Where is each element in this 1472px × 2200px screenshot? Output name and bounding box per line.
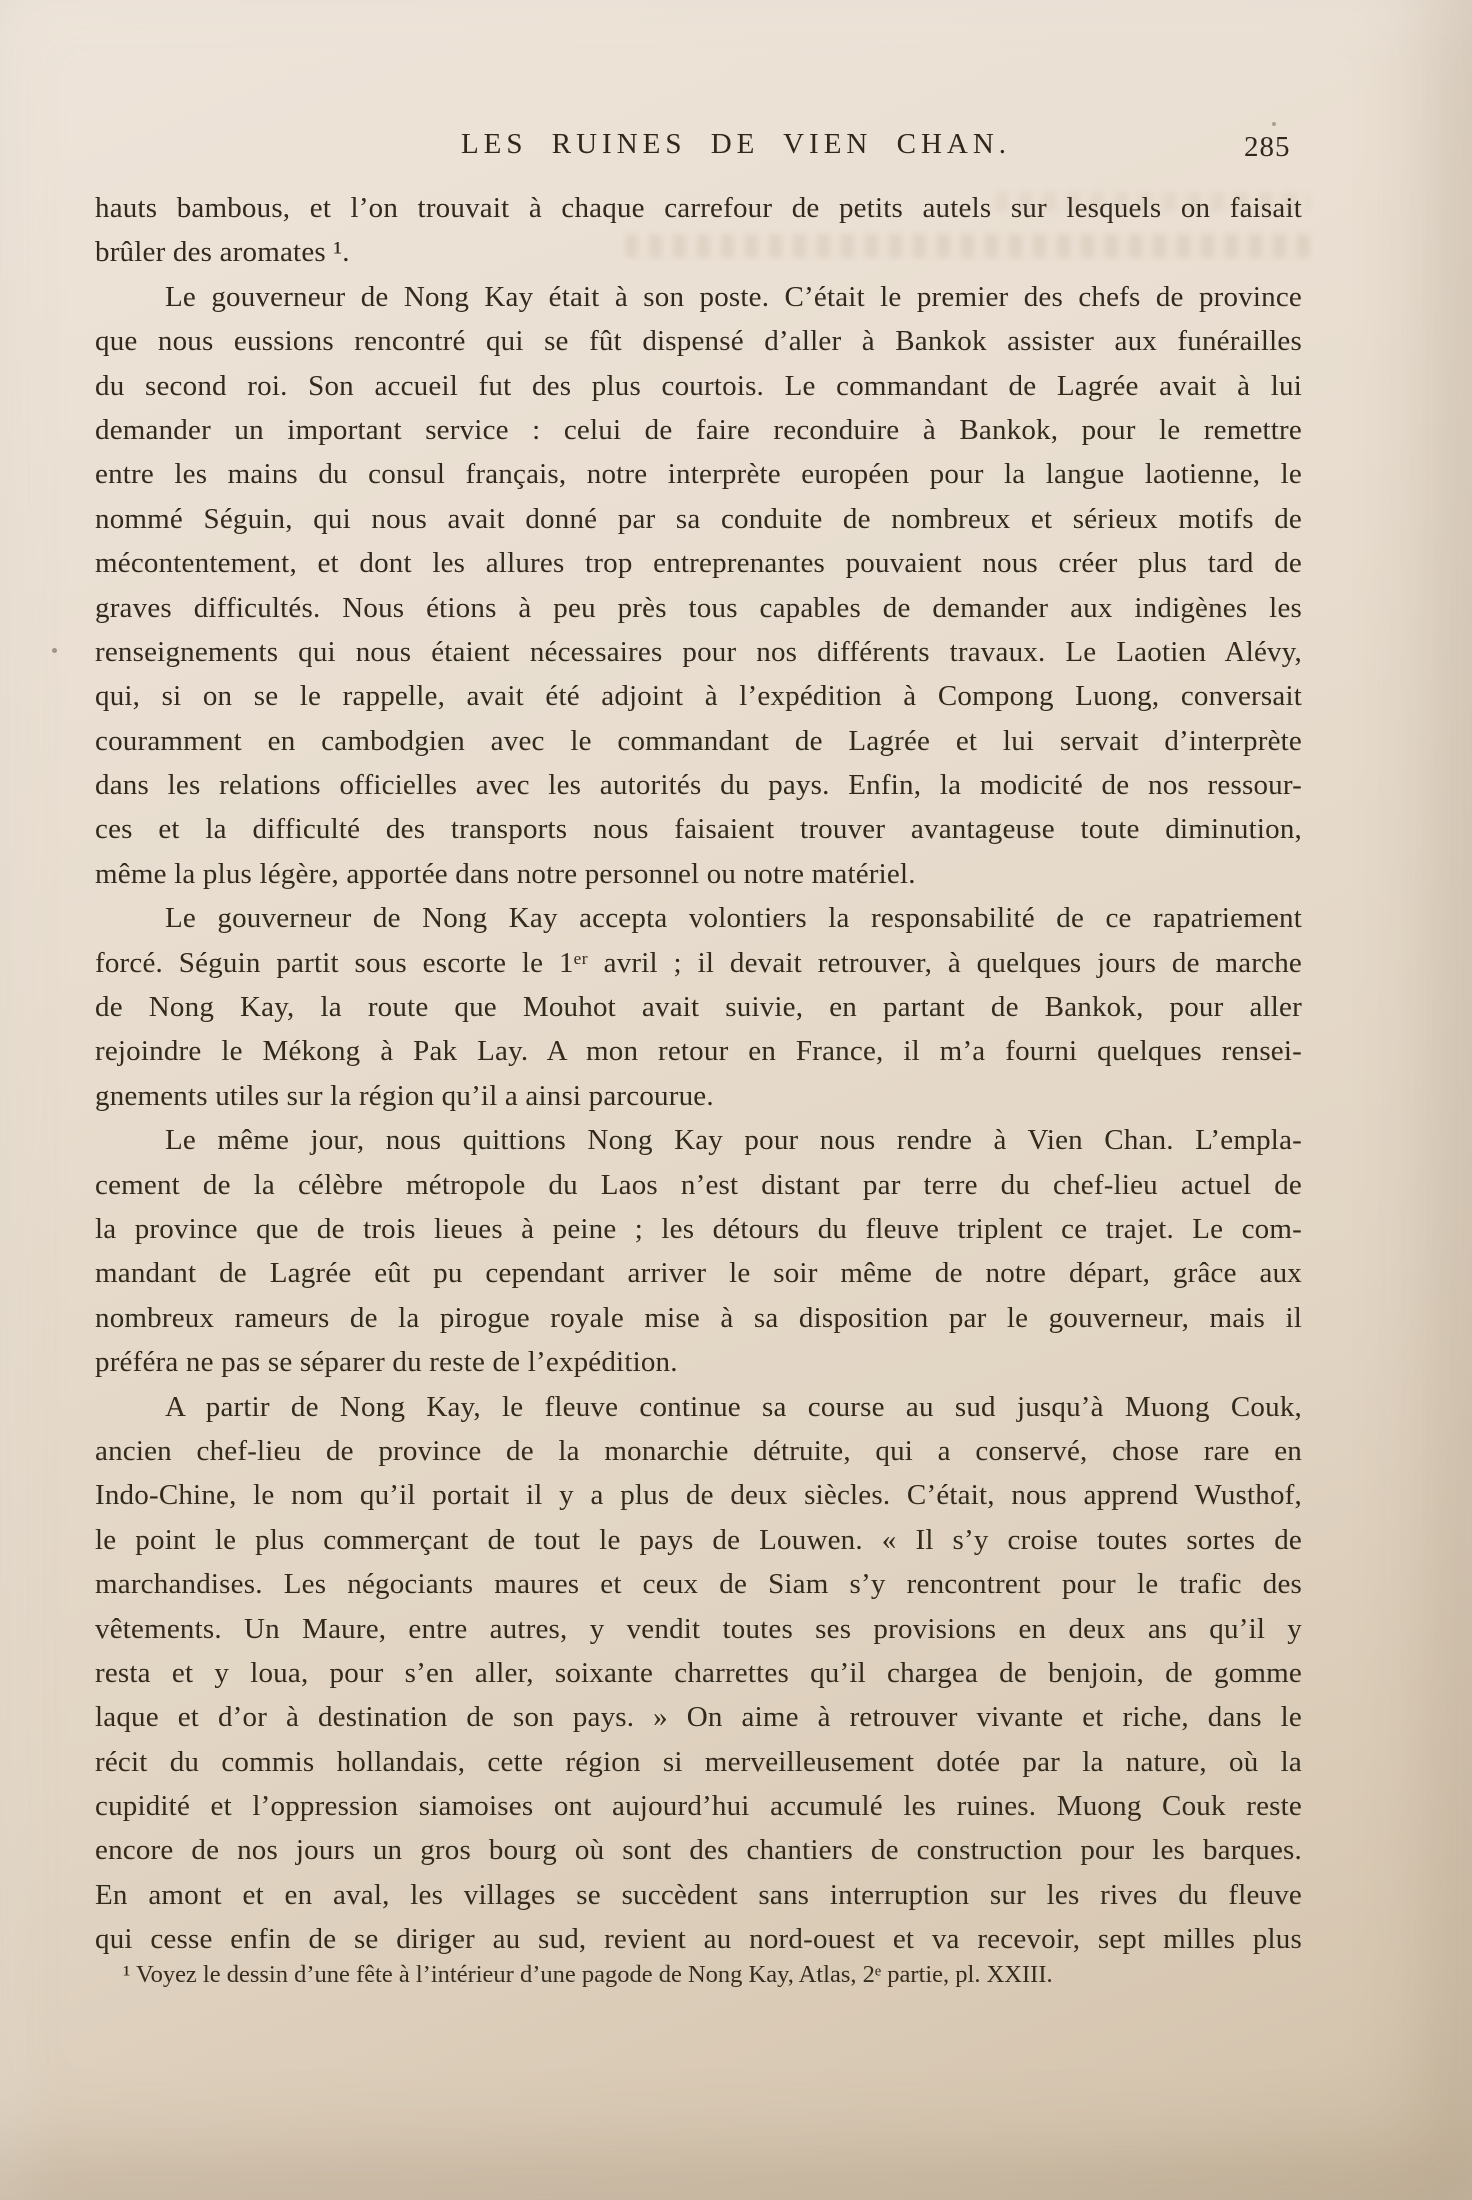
text-line: demander un important service : celui de faire reconduire à Bankok, pour le remettre	[95, 413, 1302, 446]
text-line: couramment en cambodgien avec le commandant de Lagrée et lui servait d’interprète	[95, 724, 1302, 757]
text-line: En amont et en aval, les villages se succèdent sans interruption sur les rives du fleuve	[95, 1878, 1302, 1911]
text-line: cupidité et l’oppression siamoises ont aujourd’hui accumulé les ruines. Muong Couk reste	[95, 1790, 1302, 1823]
paragraph	[95, 275, 1302, 896]
text-line: la province que de trois lieues à peine ; les détours du fleuve triplent ce trajet. Le com-	[95, 1212, 1302, 1245]
text-line: nommé Séguin, qui nous avait donné par sa conduite de nombreux et sérieux motifs de	[95, 502, 1302, 535]
text-line: Le gouverneur de Nong Kay accepta volontiers la responsabilité de ce rapatriement	[165, 902, 1302, 935]
footnote: ¹ Voyez le dessin d’une fête à l’intérieur d’une pagode de Nong Kay, Atlas, 2ᵉ partie, pl. XXIII.	[123, 1961, 1053, 1988]
text-line: laque et d’or à destination de son pays. » On aime à retrouver vivante et riche, dans le	[95, 1701, 1302, 1734]
text-line: renseignements qui nous étaient nécessaires pour nos différents travaux. Le Laotien Alévy,	[95, 635, 1302, 668]
text-line: Le gouverneur de Nong Kay était à son poste. C’était le premier des chefs de province	[165, 280, 1302, 313]
text-line: le point le plus commerçant de tout le pays de Louwen. « Il s’y croise toutes sortes de	[95, 1523, 1302, 1556]
text-line: brûler des aromates ¹.	[95, 236, 350, 269]
paper-speck	[52, 648, 57, 653]
text-line: nombreux rameurs de la pirogue royale mise à sa disposition par le gouverneur, mais il	[95, 1301, 1302, 1334]
text-line: gnements utiles sur la région qu’il a ainsi parcourue.	[95, 1079, 714, 1112]
text-line: dans les relations officielles avec les autorités du pays. Enfin, la modicité de nos ressour-	[95, 769, 1302, 802]
text-line: rejoindre le Mékong à Pak Lay. A mon retour en France, il m’a fourni quelques rensei-	[95, 1035, 1302, 1068]
paragraph	[95, 1385, 1302, 1962]
text-line: resta et y loua, pour s’en aller, soixante charrettes qu’il chargea de benjoin, de gomme	[95, 1656, 1302, 1689]
text-line: du second roi. Son accueil fut des plus courtois. Le commandant de Lagrée avait à lui	[95, 369, 1302, 402]
text-line: graves difficultés. Nous étions à peu près tous capables de demander aux indigènes les	[95, 591, 1302, 624]
text-line: récit du commis hollandais, cette région si merveilleusement dotée par la nature, où la	[95, 1745, 1302, 1778]
text-line: cement de la célèbre métropole du Laos n’est distant par terre du chef-lieu actuel de	[95, 1168, 1302, 1201]
running-head-title: LES RUINES DE VIEN CHAN.	[460, 128, 1012, 160]
text-line: encore de nos jours un gros bourg où sont des chantiers de construction pour les barques.	[95, 1834, 1302, 1867]
text-line: Indo-Chine, le nom qu’il portait il y a plus de deux siècles. C’était, nous apprend Wusthof,	[95, 1479, 1302, 1512]
page-number: 285	[1244, 131, 1291, 163]
text-line: ces et la difficulté des transports nous faisaient trouver avantageuse toute diminution,	[95, 813, 1302, 846]
text-line: entre les mains du consul français, notre interprète européen pour la langue laotienne, le	[95, 458, 1302, 491]
text-line: de Nong Kay, la route que Mouhot avait suivie, en partant de Bankok, pour aller	[95, 991, 1302, 1024]
text-line: vêtements. Un Maure, entre autres, y vendit toutes ses provisions en deux ans qu’il y	[95, 1612, 1302, 1645]
text-line: marchandises. Les négociants maures et ceux de Siam s’y rencontrent pour le trafic des	[95, 1568, 1302, 1601]
text-line: Le même jour, nous quittions Nong Kay pour nous rendre à Vien Chan. L’empla-	[165, 1124, 1302, 1157]
paragraph	[95, 1118, 1302, 1384]
text-line: forcé. Séguin partit sous escorte le 1ᵉʳ avril ; il devait retrouver, à quelques jours de marche	[95, 946, 1302, 979]
paragraph	[95, 896, 1302, 1118]
text-line: que nous eussions rencontré qui se fût dispensé d’aller à Bankok assister aux funérailles	[95, 325, 1302, 358]
paragraph	[95, 186, 1302, 275]
paper-speck	[1124, 1447, 1128, 1451]
text-line: mécontentement, et dont les allures trop entreprenantes pouvaient nous créer plus tard de	[95, 547, 1302, 580]
text-line: A partir de Nong Kay, le fleuve continue sa course au sud jusqu’à Muong Couk,	[165, 1390, 1302, 1423]
text-line: préféra ne pas se séparer du reste de l’expédition.	[95, 1346, 678, 1379]
text-line: hauts bambous, et l’on trouvait à chaque carrefour de petits autels sur lesquels on faisait	[95, 192, 1302, 224]
body-text	[95, 186, 1302, 1962]
text-line: même la plus légère, apportée dans notre personnel ou notre matériel.	[95, 857, 916, 890]
text-line: mandant de Lagrée eût pu cependant arriver le soir même de notre départ, grâce aux	[95, 1257, 1302, 1290]
text-line: qui cesse enfin de se diriger au sud, revient au nord-ouest et va recevoir, sept milles plus	[95, 1923, 1302, 1956]
text-line: ancien chef-lieu de province de la monarchie détruite, qui a conservé, chose rare en	[95, 1434, 1302, 1467]
text-line: qui, si on se le rappelle, avait été adjoint à l’expédition à Compong Luong, conversait	[95, 680, 1302, 713]
paper-speck	[1272, 122, 1276, 126]
